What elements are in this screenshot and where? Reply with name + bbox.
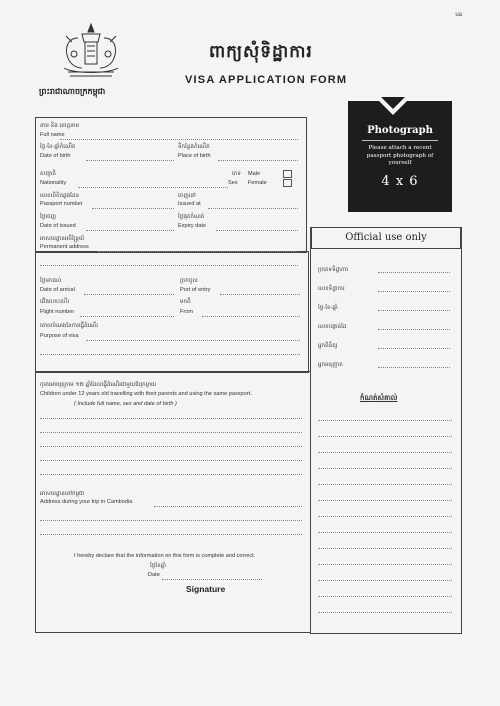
nationality-kh: សញ្ជាតិ [40,171,56,177]
dob-kh: ថ្ងៃ-ខែ-ឆ្នាំកំណើត [40,144,76,150]
royal-emblem-icon [56,20,126,82]
address-field[interactable] [98,251,298,252]
expiry-field[interactable] [216,230,298,231]
children-note: ( Include full name, sex and date of birth ) [74,401,177,407]
remarks-line-12[interactable] [318,596,452,597]
cambodia-address-field[interactable] [154,506,302,507]
flight-label: Flight number [40,309,75,315]
purpose-field-line2[interactable] [40,354,300,355]
children-line-3[interactable] [40,446,302,447]
expiry-label: Expiry date [178,223,206,229]
official-row-checked-by: អ្នកពិនិត្យ [318,343,338,349]
official-row-approved-by: អ្នកអនុញ្ញាត [318,362,343,368]
date-of-issue-kh: ថ្ងៃចេញ [40,214,56,220]
date-kh: ថ្ងៃខែឆ្នាំ [150,563,166,569]
arrival-label: Date of arrival [40,287,75,293]
remarks-line-10[interactable] [318,564,452,565]
top-mark: ua [455,12,462,18]
pob-label: Place of birth [178,153,211,159]
signature-label: Signature [186,584,226,594]
dob-label: Date of birth [40,153,71,159]
nationality-label: Nationality [40,180,67,186]
passport-number-kh: លេខលិខិតឆ្លងដែន [40,193,80,199]
issued-at-label: Issued at [178,201,201,207]
sex-kh: ភេទ [232,171,241,177]
photo-notch-inner [381,97,405,109]
remarks-line-7[interactable] [318,516,452,517]
arrival-kh: ថ្ងៃមកដល់ [40,278,62,284]
address-field-line2[interactable] [40,265,298,266]
remarks-line-5[interactable] [318,484,452,485]
cambodia-address-line2[interactable] [40,520,302,521]
remarks-line-4[interactable] [318,468,452,469]
female-checkbox[interactable] [283,179,292,187]
children-line-4[interactable] [40,460,302,461]
arrival-field[interactable] [84,294,174,295]
remarks-line-11[interactable] [318,580,452,581]
full-name-field[interactable] [60,139,298,140]
from-field[interactable] [202,316,300,317]
expiry-kh: ថ្ងៃផុតកំណត់ [178,214,205,220]
address-label: Permanent address [40,244,89,250]
cambodia-address-label: Address during your trip in Cambodia [40,499,133,505]
male-label: Male [248,171,261,177]
purpose-field[interactable] [86,340,300,341]
official-field-2[interactable] [378,291,450,292]
children-line-5[interactable] [40,474,302,475]
form-title: VISA APPLICATION FORM [185,74,348,86]
cambodia-address-line3[interactable] [40,534,302,535]
official-row-visa-number: លេខទិដ្ឋាការ [318,286,345,292]
date-of-issue-label: Date of issued [40,223,76,229]
official-row-receipt: លេខបង្កាន់ដៃ [318,324,347,330]
remarks-line-8[interactable] [318,532,452,533]
full-name-label: Full name [40,132,65,138]
remarks-line-9[interactable] [318,548,452,549]
official-field-6[interactable] [378,367,450,368]
date-label: Date [148,572,160,578]
remarks-line-6[interactable] [318,500,452,501]
passport-number-field[interactable] [92,208,174,209]
official-field-4[interactable] [378,329,450,330]
pob-field[interactable] [218,160,298,161]
port-field[interactable] [220,294,300,295]
sex-label: Sex [228,180,238,186]
passport-number-label: Passport number [40,201,83,207]
children-kh: កុមារអាយុក្រោម ១២ ឆ្នាំដែលធ្វើដំណើរជាមួយឪពុកម្ដាយ [40,382,157,388]
official-field-1[interactable] [378,272,450,273]
flight-kh: ជើងហោះហើរ [40,299,70,305]
photo-size: 4 x 6 [381,173,419,189]
from-kh: មកពី [180,299,191,305]
official-row-date: ថ្ងៃ-ខែ-ឆ្នាំ [318,305,338,311]
remarks-line-2[interactable] [318,436,452,437]
full-name-kh: នាម និង គោត្តនាម [40,123,80,129]
children-label: Children under 12 years old travelling with their parents and using the same passport. [40,391,252,397]
dob-field[interactable] [86,160,174,161]
date-field[interactable] [162,579,262,580]
remarks-line-1[interactable] [318,420,452,421]
remarks-line-13[interactable] [318,612,452,613]
official-field-3[interactable] [378,310,450,311]
issued-at-field[interactable] [208,208,298,209]
female-label: Female [248,180,267,186]
photo-box [348,101,452,212]
photo-divider [362,140,438,141]
address-kh: អាសយដ្ឋានអចិន្ត្រៃយ៍ [40,236,85,242]
photo-instruction: Please attach a recent passport photograph of yourself [366,145,434,166]
official-use-heading: Official use only [311,227,461,249]
date-of-issue-field[interactable] [86,230,174,231]
children-line-1[interactable] [40,418,302,419]
issued-at-kh: ចេញនៅ [178,193,196,199]
purpose-kh: គោលបំណងនៃការធ្វើដំណើរ [40,323,99,329]
government-label: ព្រះរាជាណាចក្រកម្ពុជា [39,86,106,96]
purpose-label: Purpose of visa [40,333,79,339]
remarks-heading: កំណត់សំគាល់ [360,393,398,402]
official-field-5[interactable] [378,348,450,349]
khmer-title: ពាក្យសុំទិដ្ឋាការ [209,42,313,62]
nationality-field[interactable] [78,187,228,188]
cambodia-address-kh: អាសយដ្ឋាននៅកម្ពុជា [40,491,85,497]
photo-title: Photograph [367,125,433,136]
pob-kh: ទីកន្លែងកំណើត [178,144,210,150]
remarks-line-3[interactable] [318,452,452,453]
port-kh: ច្រកចូល [180,278,198,284]
declaration-text: I hereby declare that the information on this form is complete and correct. [74,553,256,559]
flight-field[interactable] [80,316,174,317]
port-label: Port of entry [180,287,211,293]
official-row-visa-type: ប្រភេទទិដ្ឋាការ [318,267,349,273]
from-label: From [180,309,194,315]
male-checkbox[interactable] [283,170,292,178]
children-line-2[interactable] [40,432,302,433]
